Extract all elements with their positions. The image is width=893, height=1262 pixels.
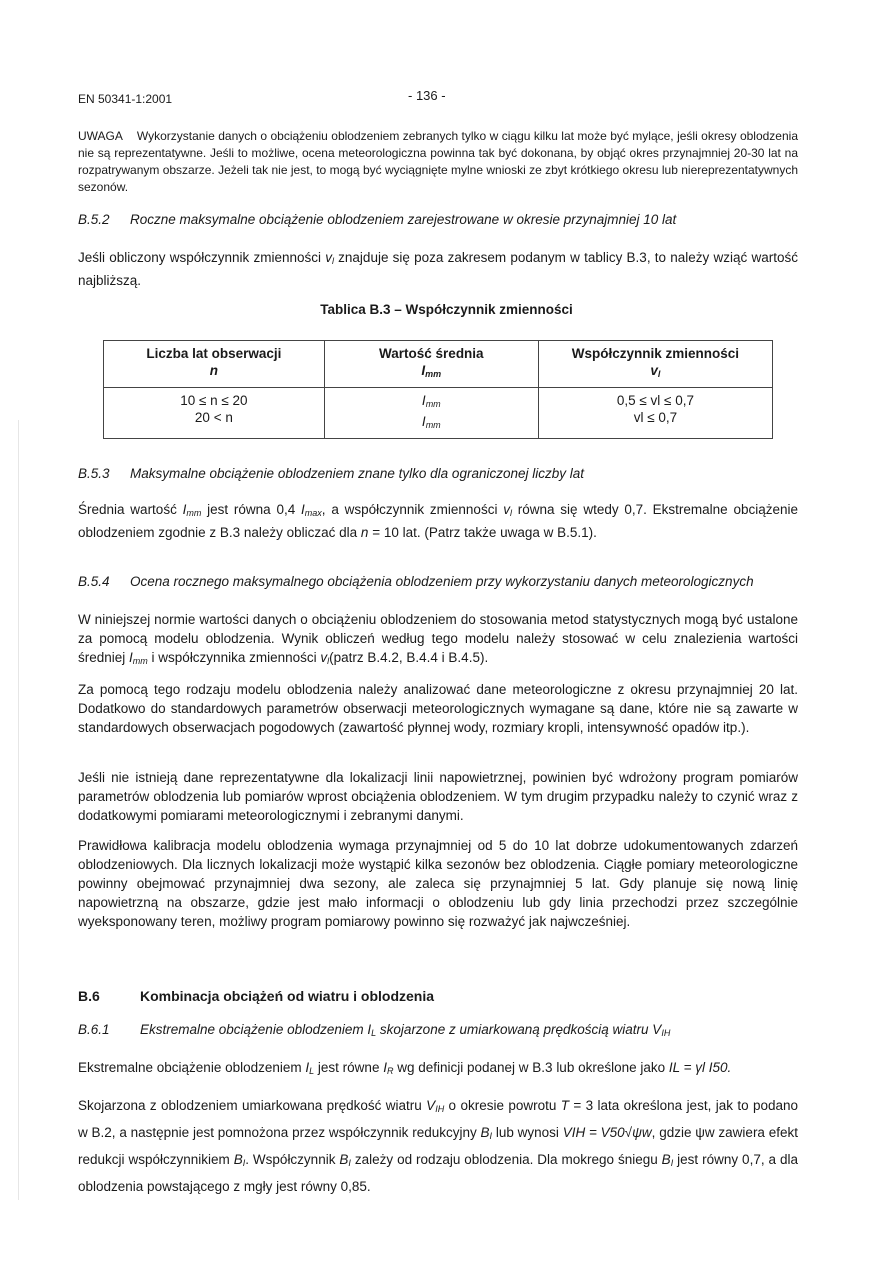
- subscript: I: [489, 1131, 493, 1141]
- text-run: = 3 lata określona jest, jak to podano w B.2, a następnie jest pomnożona przez współczynnik redukcyjny: [78, 1098, 799, 1140]
- text-run: o okresie powrotu: [444, 1098, 561, 1113]
- symbol: V: [426, 1098, 436, 1113]
- section-b61-paragraph-2: [78, 1094, 798, 1199]
- symbol: I: [129, 650, 133, 665]
- symbol: I: [305, 1060, 310, 1075]
- formula: IL = γl I50.: [668, 1060, 732, 1075]
- symbol: I: [182, 502, 187, 517]
- table-header-cell: [538, 341, 772, 388]
- text-run: jest równe: [314, 1060, 384, 1075]
- subscript: mm: [132, 656, 148, 666]
- note-label: UWAGA: [78, 129, 123, 143]
- cell-text: 0,5 ≤ vl ≤ 0,7: [616, 393, 694, 408]
- subscript: mm: [425, 420, 441, 430]
- page-number: - 136 -: [408, 88, 446, 103]
- section-b53-heading: [78, 466, 584, 481]
- section-b54-heading: [78, 574, 754, 589]
- section-b61-number: B.6.1: [78, 1022, 110, 1037]
- header-text: Współczynnik zmienności: [571, 346, 740, 361]
- section-b6-heading: [78, 988, 434, 1004]
- section-b54-title: Ocena rocznego maksymalnego obciążenia oblodzeniem przy wykorzystaniu danych meteorologicznych: [130, 574, 754, 589]
- section-b53-number: B.5.3: [78, 466, 110, 481]
- symbol: I: [383, 1060, 387, 1075]
- text-run: , gdzie ψw zawiera efekt redukcji współczynnikiem: [78, 1125, 798, 1167]
- cell-text: 20 < n: [194, 410, 233, 425]
- scan-margin-line: [18, 420, 19, 1200]
- symbol: v: [325, 250, 332, 265]
- header-text: Wartość średnia: [379, 346, 484, 361]
- subscript: L: [371, 1028, 377, 1038]
- text-run: Ekstremalne obciążenie oblodzeniem: [140, 1022, 368, 1037]
- subscript: l: [331, 256, 334, 266]
- subscript: l: [327, 656, 330, 666]
- table-row: [104, 388, 773, 439]
- table-cell: [538, 388, 772, 439]
- symbol: I: [367, 1022, 372, 1037]
- section-b6-number: B.6: [78, 988, 100, 1004]
- symbol: v: [503, 502, 510, 517]
- section-b54-paragraph-3: Jeśli nie istnieją dane reprezentatywne dla lokalizacji linii napowietrznej, powinien być wdrożony program pomiarów parametrów oblodzenia lub pomiarów wprost obciążenia oblodzeniem. W tym drugim przypadku należy to czynić wraz z dodatkowymi pomiarami meteorologicznymi i zebranymi danymi.: [78, 770, 798, 823]
- symbol: B: [661, 1152, 671, 1167]
- symbol: B: [339, 1152, 349, 1167]
- header-text: Liczba lat obserwacji: [146, 346, 282, 361]
- subscript: I: [348, 1158, 351, 1168]
- subscript: mm: [425, 369, 442, 379]
- text-run: = 10 lat. (Patrz także uwaga w B.5.1).: [368, 525, 597, 540]
- subscript: mm: [186, 508, 202, 518]
- text-run: W niniejszej normie wartości danych o obciążeniu oblodzeniem do stosowania metod statystycznych mogą być ustalone za pomocą modelu oblodzenia. Wynik obliczeń według tego modelu należy stosować w celu znalezienia wartości średniej: [78, 612, 798, 665]
- variation-coefficient-table: [103, 340, 773, 439]
- note-block: [78, 128, 798, 196]
- section-b61-heading: [78, 1022, 670, 1038]
- section-b53-title: Maksymalne obciążenie oblodzeniem znane tylko dla ograniczonej liczby lat: [130, 466, 584, 481]
- text-run: . Współczynnik: [245, 1152, 340, 1167]
- section-b54-paragraph-4: Prawidłowa kalibracja modelu oblodzenia wymaga przynajmniej od 5 do 10 lat dobrze udokumentowanych zdarzeń oblodzeniowych. Dla licznych lokalizacji może wystąpić kilka sezonów bez oblodzenia. Ciągłe pomiary meteorologiczne powinny obejmować przynajmniej dwa sezony, ale zaleca się przynajmniej 5 lat. Gdy planuje się nową linię napowietrzną na obszarze, gdzie jest mało informacji o oblodzeniu lub gdy linia przechodzi przez szczególnie wyeksponowany teren, możliwy program pomiarowy powinno się rozważyć jak najwcześniej.: [78, 838, 798, 929]
- text-run: Jeśli obliczony współczynnik zmienności: [78, 250, 326, 265]
- formula: VIH = V50√ψw: [562, 1125, 652, 1140]
- table-header-cell: [104, 341, 325, 388]
- subscript: IH: [435, 1104, 445, 1114]
- text-run: i współczynnika zmienności: [147, 650, 321, 665]
- table-header-row: [104, 341, 773, 388]
- symbol: I: [301, 502, 305, 517]
- document-id: EN 50341-1:2001: [78, 92, 173, 106]
- section-b52-paragraph: [78, 248, 798, 290]
- subscript: l: [509, 508, 512, 518]
- subscript: mm: [425, 399, 441, 409]
- text-run: jest równy 0,7, a dla oblodzenia powstającego z mgły jest równy 0,85.: [78, 1152, 798, 1194]
- table-title: Tablica B.3 – Współczynnik zmienności: [320, 302, 573, 317]
- header-symbol: n: [209, 363, 218, 378]
- text-run: Ekstremalne obciążenie oblodzeniem: [78, 1060, 306, 1075]
- header-symbol: I: [421, 363, 426, 378]
- table-header-cell: [324, 341, 538, 388]
- section-b54-number: B.5.4: [78, 574, 110, 589]
- text-run: wg definicji podanej w B.3 lub określone jako: [393, 1060, 669, 1075]
- subscript: R: [386, 1066, 394, 1076]
- table-cell: [324, 388, 538, 439]
- subscript: I: [242, 1158, 246, 1168]
- section-b54-paragraph-2: Za pomocą tego rodzaju modelu oblodzenia należy analizować dane meteorologiczne z okresu przynajmniej 20 lat. Dodatkowo do standardowych parametrów obserwacji meteorologicznych wymagane są dane, które nie są zawarte w standardowych obserwacjach pogodowych (zawartość płynnej wody, rozmiary kropli, intensywność opadów itp.).: [78, 682, 798, 735]
- text-run: zależy od rodzaju oblodzenia. Dla mokrego śniegu: [350, 1152, 662, 1167]
- symbol: n: [360, 525, 369, 540]
- section-b52-title: Roczne maksymalne obciążenie oblodzeniem zarejestrowane w okresie przynajmniej 10 lat: [130, 212, 677, 227]
- cell-symbol: I: [421, 414, 426, 429]
- symbol: V: [652, 1022, 662, 1037]
- cell-text: 10 ≤ n ≤ 20: [180, 393, 248, 408]
- note-text: Wykorzystanie danych o obciążeniu oblodzeniem zebranych tylko w ciągu kilku lat może być mylące, jeśli okresy oblodzenia nie są reprezentatywne. Jeśli to możliwe, ocena meteorologiczna powinna tak być dokonana, by objąć okres przynajmniej 20-30 lat na rozpatrywanym obszarze. Jeżeli tak nie jest, to mogą być wyciągnięte mylne wnioski ze zbyt krótkiego okresu lub niereprezentatywnych sezonów.: [78, 129, 798, 194]
- symbol: B: [480, 1125, 490, 1140]
- cell-symbol: I: [421, 393, 426, 408]
- text-run: znajduje się poza zakresem podanym w tablicy B.3, to należy wziąć wartość najbliższą.: [78, 250, 798, 288]
- section-b61-paragraph-1: [78, 1058, 798, 1081]
- section-b53-paragraph: [78, 500, 798, 542]
- subscript: l: [657, 369, 661, 379]
- subscript: L: [309, 1066, 315, 1076]
- text-run: lub wynosi: [492, 1125, 563, 1140]
- symbol: v: [320, 650, 328, 665]
- symbol: T: [560, 1098, 569, 1113]
- text-run: Średnia wartość: [78, 502, 183, 517]
- cell-text: vl ≤ 0,7: [633, 410, 678, 425]
- text-run: (patrz B.4.2, B.4.4 i B.4.5).: [329, 650, 489, 665]
- section-b52-heading: [78, 212, 676, 227]
- section-b6-title: Kombinacja obciążeń od wiatru i oblodzenia: [140, 988, 435, 1004]
- subscript: max: [304, 508, 322, 518]
- text-run: równa się wtedy 0,7. Ekstremalne obciążenie oblodzeniem zgodnie z B.3 należy obliczać dla: [78, 502, 799, 540]
- subscript: I: [670, 1158, 674, 1168]
- text-run: , a współczynnik zmienności: [321, 502, 504, 517]
- section-b52-number: B.5.2: [78, 212, 110, 227]
- text-run: skojarzone z umiarkowaną prędkością wiatru: [376, 1022, 653, 1037]
- table-cell: [104, 388, 325, 439]
- header-symbol: v: [650, 363, 658, 378]
- text-run: jest równa 0,4: [201, 502, 302, 517]
- symbol: B: [233, 1152, 243, 1167]
- subscript: IH: [661, 1028, 671, 1038]
- section-b54-paragraph-1: [78, 610, 798, 671]
- text-run: Skojarzona z oblodzeniem umiarkowana prędkość wiatru: [78, 1098, 427, 1113]
